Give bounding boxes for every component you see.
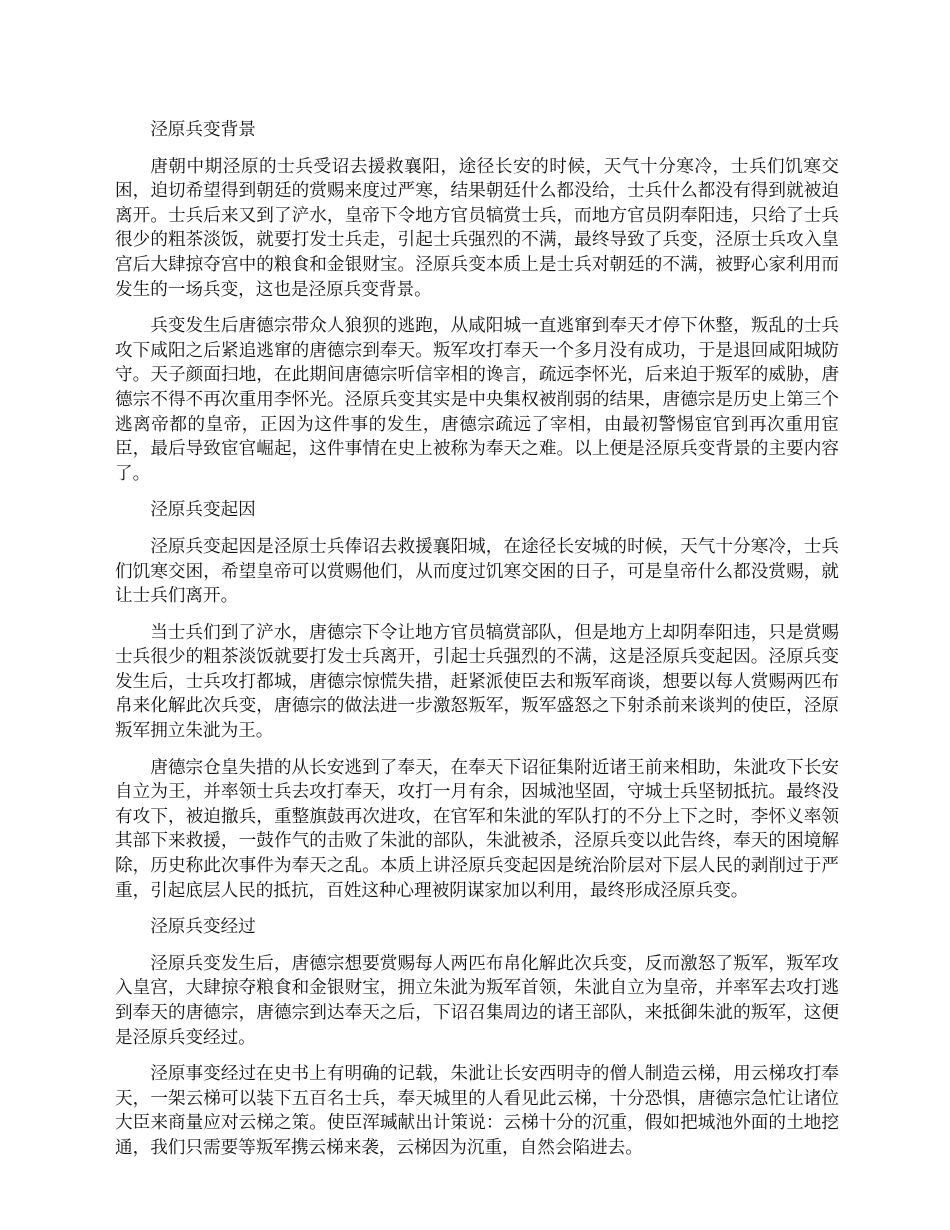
- document-page: [115, 118, 839, 1173]
- paragraph: 当士兵们到了浐水，唐德宗下令让地方官员犒赏部队，但是地方上却阴奉阳违，只是赏赐士兵很少的粗茶淡饭就要打发士兵离开，引起士兵强烈的不满，这是泾原兵变起因。泾原兵变发生后，士兵攻打都城，唐德宗惊慌失措，赶紧派使臣去和叛军商谈，想要以每人赏赐两匹布帛来化解此次兵变，唐德宗的做法进一步激怒叛军，叛军盛怒之下射杀前来谈判的使臣，泾原叛军拥立朱泚为王。: [115, 622, 839, 742]
- paragraph: 唐朝中期泾原的士兵受诏去援救襄阳，途径长安的时候，天气十分寒冷，士兵们饥寒交困，迫切希望得到朝廷的赏赐来度过严寒，结果朝廷什么都没给，士兵什么都没有得到就被迫离开。士兵后来又到了浐水，皇帝下令地方官员犒赏士兵，而地方官员阴奉阳违，只给了士兵很少的粗茶淡饭，就要打发士兵走，引起士兵强烈的不满，最终导致了兵变，泾原士兵攻入皇宫后大肆掠夺宫中的粮食和金银财宝。泾原兵变本质上是士兵对朝廷的不满，被野心家利用而发生的一场兵变，这也是泾原兵变背景。: [115, 156, 839, 300]
- section-heading: 泾原兵变起因: [150, 500, 256, 521]
- paragraph: 兵变发生后唐德宗带众人狼狈的逃跑，从咸阳城一直逃窜到奉天才停下休整，叛乱的士兵攻下咸阳之后紧追逃窜的唐德宗到奉天。叛军攻打奉天一个多月没有成功，于是退回咸阳城防守。天子颜面扫地，在此期间唐德宗听信宰相的谗言，疏远李怀光，后来迫于叛军的威胁，唐德宗不得不再次重用李怀光。泾原兵变其实是中央集权被削弱的结果，唐德宗是历史上第三个逃离帝都的皇帝，正因为这件事的发生，唐德宗疏远了宰相，由最初警惕宦官到再次重用宦臣，最后导致宦官崛起，这件事情在史上被称为奉天之难。以上便是泾原兵变背景的主要内容了。: [115, 316, 839, 484]
- section-heading: 泾原兵变经过: [150, 917, 256, 938]
- paragraph: 唐德宗仓皇失措的从长安逃到了奉天，在奉天下诏征集附近诸王前来相助，朱泚攻下长安自立为王，并率领士兵去攻打奉天，攻打一月有余，因城池坚固，守城士兵坚韧抵抗。最终没有攻下，被迫撤兵，重整旗鼓再次进攻，在官军和朱泚的军队打的不分上下之时，李怀义率领其部下来救援，一鼓作气的击败了朱泚的部队，朱泚被杀，泾原兵变以此告终，奉天的困境解除，历史称此次事件为奉天之乱。本质上讲泾原兵变起因是统治阶层对下层人民的剥削过于严重，引起底层人民的抵抗，百姓这种心理被阴谋家加以利用，最终形成泾原兵变。: [115, 757, 839, 901]
- section-background: [115, 118, 839, 486]
- paragraph: 泾原事变经过在史书上有明确的记载，朱泚让长安西明寺的僧人制造云梯，用云梯攻打奉天，一架云梯可以装下五百名士兵，奉天城里的人看见此云梯，十分恐惧，唐德宗急忙让诸位大臣来商量应对云梯之策。使臣浑瑊献出计策说：云梯十分的沉重，假如把城池外面的土地挖通，我们只需要等叛军携云梯来袭，云梯因为沉重，自然会陷进去。: [115, 1064, 839, 1158]
- section-heading: 泾原兵变背景: [150, 120, 256, 140]
- paragraph: 泾原兵变发生后，唐德宗想要赏赐每人两匹布帛化解此次兵变，反而激怒了叛军，叛军攻入皇宫，大肆掠夺粮食和金银财宝，拥立朱泚为叛军首领，朱泚自立为皇帝，并率军去攻打逃到奉天的唐德宗，唐德宗到达奉天之后，下诏召集周边的诸王部队，来抵御朱泚的叛军，这便是泾原兵变经过。: [115, 953, 839, 1048]
- section-process: [115, 915, 839, 1160]
- section-cause: [115, 498, 839, 903]
- paragraph: 泾原兵变起因是泾原士兵俸诏去救援襄阳城，在途径长安城的时候，天气十分寒冷，士兵们饥寒交困，希望皇帝可以赏赐他们，从而度过饥寒交困的日子，可是皇帝什么都没赏赐，就让士兵们离开。: [115, 536, 839, 607]
